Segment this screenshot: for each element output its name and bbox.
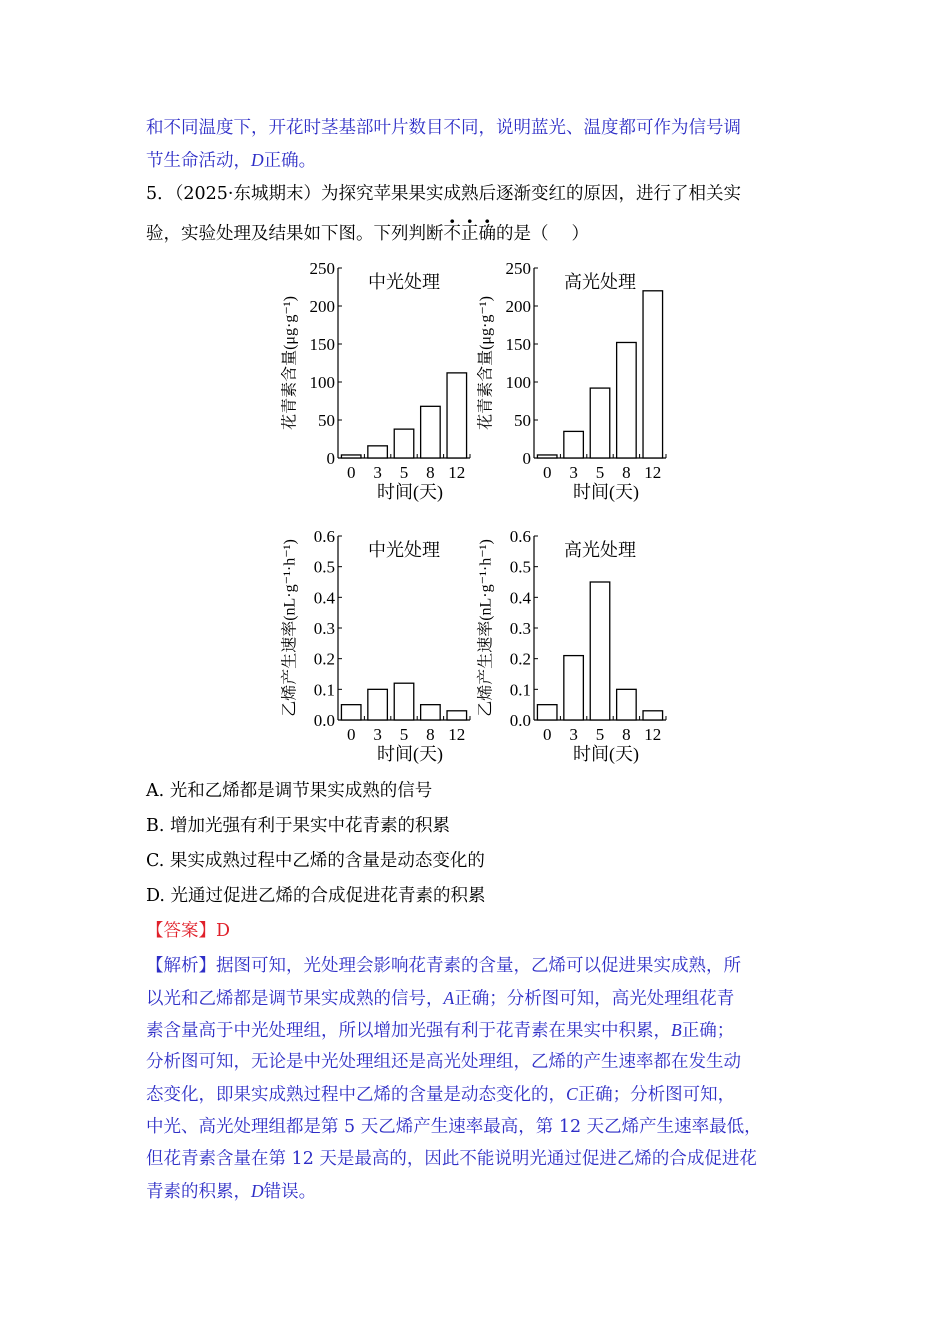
emphasis-char: 确 (478, 224, 496, 244)
option-letter: B (671, 1020, 682, 1040)
x-tick-label: 12 (448, 463, 466, 482)
intro-text: 正确。 (263, 151, 317, 171)
y-tick-label: 0.0 (509, 711, 531, 730)
option-letter: C (566, 1084, 578, 1104)
analysis-text: 正确；分析图可知，高光处理组花青 (454, 989, 735, 1009)
emphasis-char: 不 (443, 224, 461, 244)
question-text: （2025·东城期末）为探究苹果果实成熟后逐渐变红的原因，进行了相关实 (174, 184, 741, 204)
analysis-text: 错误。 (263, 1182, 317, 1202)
x-tick-label: 0 (542, 725, 552, 744)
analysis-line-2 (146, 986, 734, 1011)
x-tick-label: 12 (644, 725, 662, 744)
bar (368, 446, 388, 458)
x-axis-label: 时间(天) (573, 744, 639, 764)
y-tick-label: 200 (309, 297, 335, 316)
y-tick-label: 250 (505, 259, 531, 278)
bar (421, 406, 441, 458)
x-axis-label: 时间(天) (377, 482, 443, 502)
question-number: 5． (146, 184, 175, 204)
analysis-line-1 (146, 954, 741, 978)
y-axis-label: 花青素含量(μg·g⁻¹) (281, 296, 299, 430)
x-tick-label: 8 (622, 463, 631, 482)
y-tick-label: 0.1 (313, 680, 335, 700)
analysis-text: 素含量高于中光处理组，所以增加光强有利于花青素在果实中积累， (146, 1021, 671, 1041)
x-tick-label: 0 (346, 463, 356, 482)
chart-title: 高光处理 (564, 540, 636, 560)
intro-line-1: 和不同温度下，开花时茎基部叶片数目不同，说明蓝光、温度都可作为信号调 (146, 118, 741, 138)
x-tick-label: 8 (426, 725, 435, 744)
y-tick-label: 50 (514, 411, 531, 430)
chart-title: 中光处理 (368, 272, 440, 292)
bar (537, 705, 557, 720)
bar (617, 342, 637, 458)
question-text: 验，实验处理及结果如下图。下列判断 (146, 224, 444, 244)
x-tick-label: 5 (399, 725, 409, 744)
x-tick-label: 5 (595, 463, 605, 482)
bar (617, 689, 637, 720)
x-tick-label: 8 (622, 725, 631, 744)
x-tick-label: 3 (569, 463, 578, 482)
chart-title: 高光处理 (564, 272, 636, 292)
analysis-text: 态变化，即果实成熟过程中乙烯的含量是动态变化的， (146, 1085, 566, 1105)
option-letter: D (251, 1181, 264, 1201)
x-tick-label: 3 (569, 725, 578, 744)
bar (341, 455, 361, 458)
bar (421, 705, 441, 720)
bar (564, 431, 584, 458)
bar (341, 705, 361, 720)
analysis-text: 正确； (681, 1021, 735, 1041)
bar (590, 388, 610, 458)
intro-text: 节生命活动， (146, 151, 251, 171)
y-tick-label: 0.6 (313, 527, 335, 546)
y-tick-label: 0.4 (313, 588, 335, 608)
y-tick-label: 0.0 (313, 711, 335, 730)
analysis-line-8 (146, 1179, 316, 1204)
y-tick-label: 0.1 (509, 680, 531, 700)
x-tick-label: 0 (542, 463, 552, 482)
question-text: 的是（ ） (496, 224, 590, 244)
option-letter: A (443, 988, 455, 1008)
analysis-label: 【解析】 (146, 956, 216, 976)
analysis-line-7: 但花青素含量在第 12 天是最高的，因此不能说明光通过促进乙烯的合成促进花 (146, 1149, 757, 1169)
x-tick-label: 12 (644, 463, 662, 482)
x-axis-label: 时间(天) (377, 744, 443, 764)
analysis-line-6: 中光、高光处理组都是第 5 天乙烯产生速率最高，第 12 天乙烯产生速率最低， (146, 1117, 762, 1137)
x-tick-label: 8 (426, 463, 435, 482)
option-b: B. 增加光强有利于果实中花青素的积累 (146, 816, 450, 836)
emphasis-char: 正 (461, 224, 479, 244)
bar (643, 711, 663, 720)
bar (447, 711, 467, 720)
y-tick-label: 0.2 (509, 649, 531, 669)
y-tick-label: 100 (505, 373, 531, 392)
x-tick-label: 5 (399, 463, 409, 482)
chart-title: 中光处理 (368, 540, 440, 560)
bar (537, 455, 557, 458)
bar (368, 689, 388, 720)
option-a: A. 光和乙烯都是调节果实成熟的信号 (146, 781, 433, 801)
option-letter: D (251, 150, 264, 170)
y-axis-label: 乙烯产生速率(nL·g⁻¹·h⁻¹) (477, 539, 495, 717)
analysis-line-3 (146, 1018, 734, 1043)
x-tick-label: 3 (373, 725, 382, 744)
analysis-text: 正确；分析图可知， (577, 1085, 736, 1105)
bar (394, 429, 414, 458)
x-axis-label: 时间(天) (573, 482, 639, 502)
y-tick-label: 0.4 (509, 588, 531, 608)
y-tick-label: 250 (309, 259, 335, 278)
x-tick-label: 12 (448, 725, 466, 744)
answer-label: 【答案】 (146, 921, 216, 941)
y-tick-label: 50 (318, 411, 335, 430)
answer-value: D (216, 921, 231, 941)
answer (146, 919, 230, 943)
option-c: C. 果实成熟过程中乙烯的含量是动态变化的 (146, 851, 485, 871)
y-tick-label: 0.2 (313, 649, 335, 669)
analysis-line-5 (146, 1082, 735, 1107)
analysis-line-4: 分析图可知，无论是中光处理组还是高光处理组，乙烯的产生速率都在发生动 (146, 1052, 741, 1072)
y-axis-label: 乙烯产生速率(nL·g⁻¹·h⁻¹) (281, 539, 299, 717)
analysis-text: 青素的积累， (146, 1182, 251, 1202)
y-tick-label: 100 (309, 373, 335, 392)
x-tick-label: 0 (346, 725, 356, 744)
y-axis-label: 花青素含量(μg·g⁻¹) (477, 296, 495, 430)
y-tick-label: 0.3 (313, 619, 335, 638)
bar (643, 291, 663, 458)
bar (447, 373, 467, 458)
y-tick-label: 0 (326, 449, 335, 468)
y-tick-label: 0.5 (313, 557, 335, 577)
y-tick-label: 0.6 (509, 527, 531, 546)
y-tick-label: 200 (505, 297, 531, 316)
analysis-text: 以光和乙烯都是调节果实成熟的信号， (146, 989, 444, 1009)
y-tick-label: 0 (522, 449, 531, 468)
x-tick-label: 3 (373, 463, 382, 482)
bar (394, 683, 414, 720)
option-d: D. 光通过促进乙烯的合成促进花青素的积累 (146, 886, 486, 906)
y-tick-label: 0.3 (509, 619, 531, 638)
x-tick-label: 5 (595, 725, 605, 744)
y-tick-label: 150 (309, 335, 335, 354)
y-tick-label: 150 (505, 335, 531, 354)
y-tick-label: 0.5 (509, 557, 531, 577)
analysis-text: 据图可知，光处理会影响花青素的含量，乙烯可以促进果实成熟，所 (216, 956, 741, 976)
bar (590, 582, 610, 720)
bar (564, 656, 584, 720)
